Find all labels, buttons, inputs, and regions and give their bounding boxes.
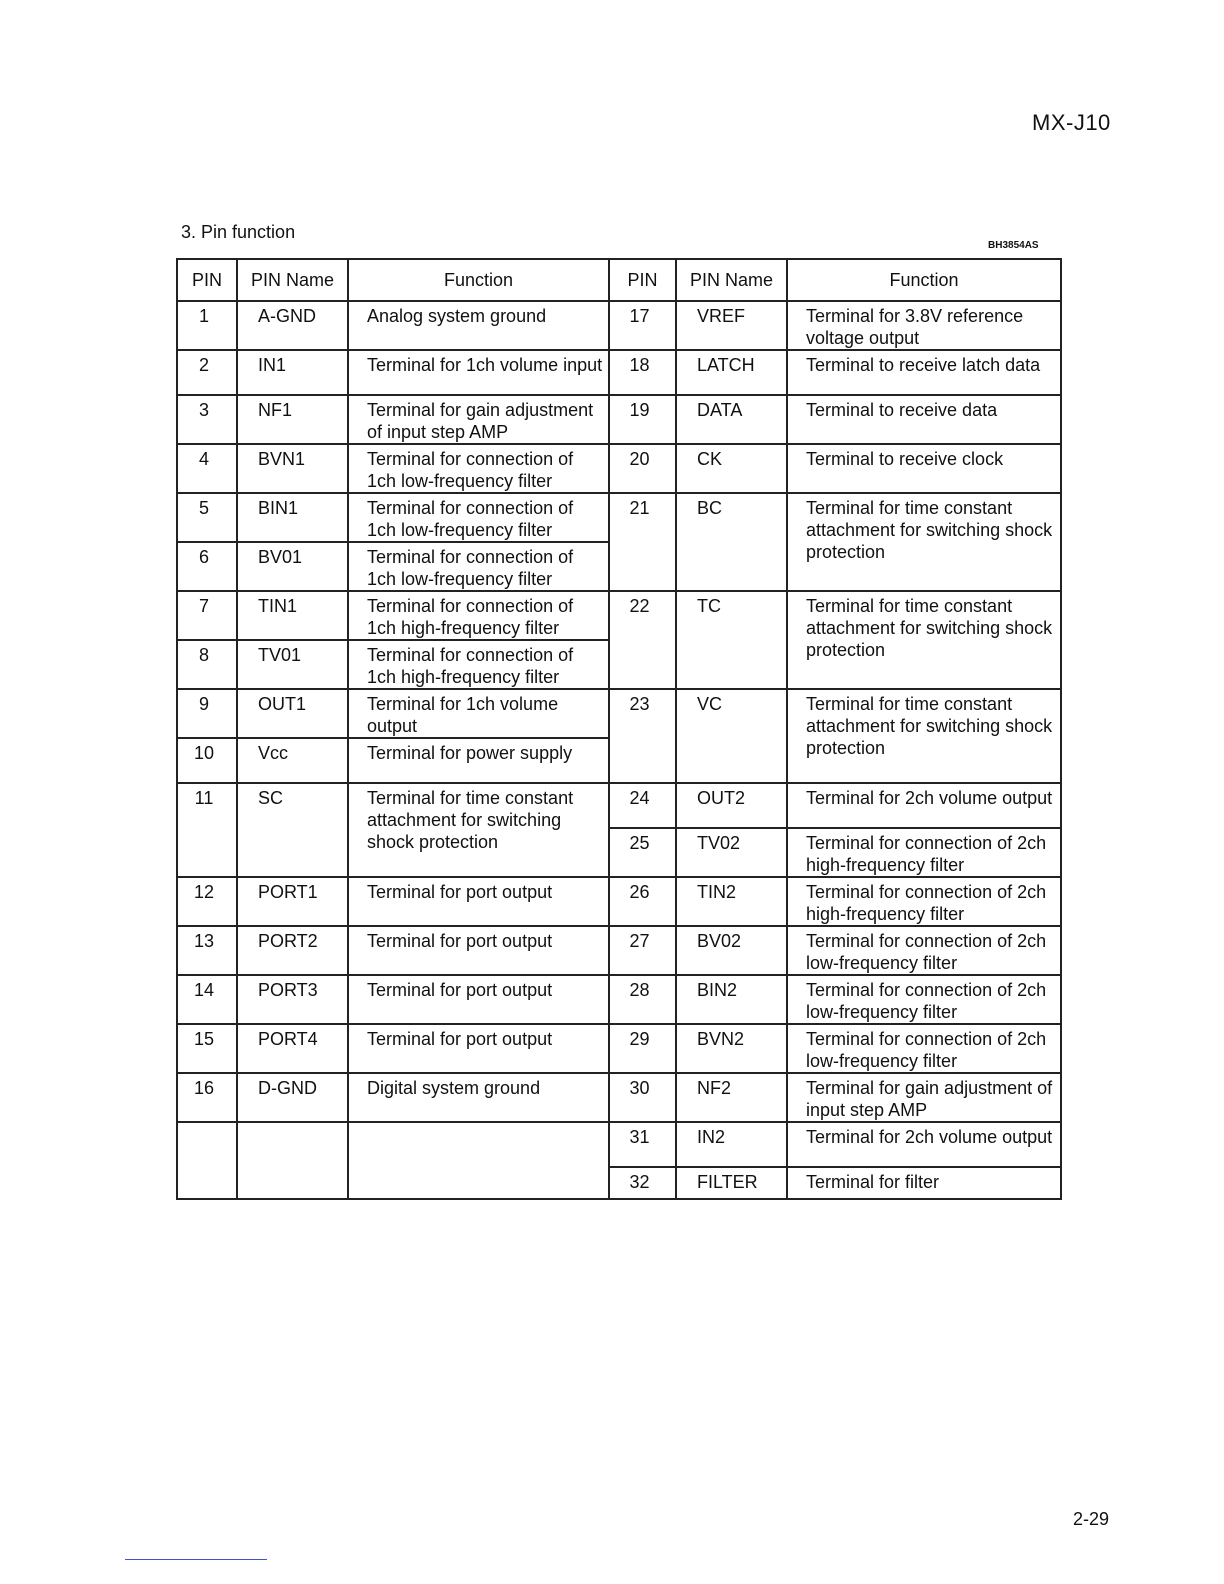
pin-name: VREF bbox=[676, 301, 787, 350]
pin-number: 9 bbox=[177, 689, 237, 738]
empty-cell bbox=[348, 1122, 609, 1199]
table-row bbox=[177, 444, 1061, 493]
pin-number: 26 bbox=[609, 877, 676, 926]
pin-name: TC bbox=[676, 591, 787, 689]
header-pin: PIN bbox=[609, 259, 676, 301]
pin-name: BV02 bbox=[676, 926, 787, 975]
pin-function-table bbox=[176, 258, 1062, 1200]
pin-name: OUT2 bbox=[676, 783, 787, 828]
table-row bbox=[177, 783, 1061, 828]
pin-name: OUT1 bbox=[237, 689, 348, 738]
pin-name: BV01 bbox=[237, 542, 348, 591]
pin-function: Terminal for 3.8V reference voltage output bbox=[787, 301, 1061, 350]
pin-name: BVN2 bbox=[676, 1024, 787, 1073]
header-pin: PIN bbox=[177, 259, 237, 301]
pin-function: Analog system ground bbox=[348, 301, 609, 350]
pin-number: 1 bbox=[177, 301, 237, 350]
empty-cell bbox=[237, 1122, 348, 1199]
pin-number: 2 bbox=[177, 350, 237, 395]
pin-number: 8 bbox=[177, 640, 237, 689]
pin-function: Terminal for power supply bbox=[348, 738, 609, 783]
pin-number: 10 bbox=[177, 738, 237, 783]
pin-number: 12 bbox=[177, 877, 237, 926]
header-pin-name: PIN Name bbox=[676, 259, 787, 301]
pin-function: Terminal for port output bbox=[348, 926, 609, 975]
table-row bbox=[177, 493, 1061, 542]
pin-name: PORT1 bbox=[237, 877, 348, 926]
pin-number: 11 bbox=[177, 783, 237, 877]
table-row bbox=[177, 877, 1061, 926]
pin-name: NF1 bbox=[237, 395, 348, 444]
pin-function: Terminal for port output bbox=[348, 877, 609, 926]
pin-name: Vcc bbox=[237, 738, 348, 783]
chip-part-number: BH3854AS bbox=[988, 240, 1039, 251]
model-number: MX-J10 bbox=[1032, 110, 1111, 135]
pin-name: TV02 bbox=[676, 828, 787, 877]
pin-number: 13 bbox=[177, 926, 237, 975]
pin-function: Terminal for 2ch volume output bbox=[787, 1122, 1061, 1167]
pin-name: FILTER bbox=[676, 1167, 787, 1199]
pin-number: 23 bbox=[609, 689, 676, 783]
pin-number: 31 bbox=[609, 1122, 676, 1167]
pin-number: 28 bbox=[609, 975, 676, 1024]
pin-function: Terminal for connection of 2ch low-frequency filter bbox=[787, 975, 1061, 1024]
pin-function: Terminal for connection of 2ch high-frequency filter bbox=[787, 877, 1061, 926]
page-number: 2-29 bbox=[1073, 1509, 1110, 1529]
pin-name: VC bbox=[676, 689, 787, 783]
pin-number: 19 bbox=[609, 395, 676, 444]
pin-name: NF2 bbox=[676, 1073, 787, 1122]
pin-function: Terminal for connection of 1ch high-frequency filter bbox=[348, 640, 609, 689]
pin-number: 14 bbox=[177, 975, 237, 1024]
pin-name: TIN2 bbox=[676, 877, 787, 926]
table-row bbox=[177, 301, 1061, 350]
pin-function: Terminal for gain adjustment of input step AMP bbox=[787, 1073, 1061, 1122]
table-row bbox=[177, 591, 1061, 640]
pin-function: Terminal for connection of 1ch low-frequency filter bbox=[348, 542, 609, 591]
pin-number: 22 bbox=[609, 591, 676, 689]
table-row bbox=[177, 395, 1061, 444]
table-row bbox=[177, 1073, 1061, 1122]
pin-number: 16 bbox=[177, 1073, 237, 1122]
pin-number: 15 bbox=[177, 1024, 237, 1073]
empty-cell bbox=[177, 1122, 237, 1199]
header-function: Function bbox=[348, 259, 609, 301]
pin-number: 30 bbox=[609, 1073, 676, 1122]
footer-divider bbox=[125, 1559, 267, 1560]
pin-name: IN2 bbox=[676, 1122, 787, 1167]
pin-function: Terminal for connection of 1ch low-frequency filter bbox=[348, 493, 609, 542]
pin-function: Terminal for connection of 1ch high-frequency filter bbox=[348, 591, 609, 640]
pin-number: 3 bbox=[177, 395, 237, 444]
pin-name: BC bbox=[676, 493, 787, 591]
pin-function: Terminal for 1ch volume output bbox=[348, 689, 609, 738]
pin-name: D-GND bbox=[237, 1073, 348, 1122]
pin-number: 21 bbox=[609, 493, 676, 591]
pin-function: Terminal to receive data bbox=[787, 395, 1061, 444]
pin-name: BIN2 bbox=[676, 975, 787, 1024]
section-title: 3. Pin function bbox=[181, 222, 296, 242]
table-row bbox=[177, 975, 1061, 1024]
pin-name: BVN1 bbox=[237, 444, 348, 493]
pin-function: Terminal to receive latch data bbox=[787, 350, 1061, 395]
pin-function: Terminal for time constant attachment for switching shock protection bbox=[787, 689, 1061, 783]
pin-function: Digital system ground bbox=[348, 1073, 609, 1122]
table-header-row bbox=[177, 259, 1061, 301]
pin-number: 18 bbox=[609, 350, 676, 395]
pin-number: 4 bbox=[177, 444, 237, 493]
pin-function: Terminal for port output bbox=[348, 975, 609, 1024]
table-row bbox=[177, 926, 1061, 975]
pin-name: IN1 bbox=[237, 350, 348, 395]
pin-name: BIN1 bbox=[237, 493, 348, 542]
table-row bbox=[177, 350, 1061, 395]
header-function: Function bbox=[787, 259, 1061, 301]
pin-function: Terminal for port output bbox=[348, 1024, 609, 1073]
pin-number: 17 bbox=[609, 301, 676, 350]
pin-function: Terminal for 2ch volume output bbox=[787, 783, 1061, 828]
pin-number: 27 bbox=[609, 926, 676, 975]
pin-function: Terminal for filter bbox=[787, 1167, 1061, 1199]
pin-name: A-GND bbox=[237, 301, 348, 350]
pin-name: PORT4 bbox=[237, 1024, 348, 1073]
pin-number: 29 bbox=[609, 1024, 676, 1073]
pin-name: PORT3 bbox=[237, 975, 348, 1024]
pin-number: 25 bbox=[609, 828, 676, 877]
pin-number: 7 bbox=[177, 591, 237, 640]
header-pin-name: PIN Name bbox=[237, 259, 348, 301]
pin-function: Terminal for connection of 1ch low-frequency filter bbox=[348, 444, 609, 493]
pin-number: 5 bbox=[177, 493, 237, 542]
pin-number: 6 bbox=[177, 542, 237, 591]
pin-number: 20 bbox=[609, 444, 676, 493]
table-row bbox=[177, 1024, 1061, 1073]
pin-function: Terminal to receive clock bbox=[787, 444, 1061, 493]
table-row bbox=[177, 689, 1061, 738]
pin-function: Terminal for 1ch volume input bbox=[348, 350, 609, 395]
pin-name: TIN1 bbox=[237, 591, 348, 640]
pin-name: LATCH bbox=[676, 350, 787, 395]
table-row bbox=[177, 1122, 1061, 1167]
pin-number: 24 bbox=[609, 783, 676, 828]
pin-function: Terminal for connection of 2ch low-frequency filter bbox=[787, 926, 1061, 975]
pin-function: Terminal for time constant attachment for switching shock protection bbox=[787, 493, 1061, 591]
pin-name: TV01 bbox=[237, 640, 348, 689]
pin-function: Terminal for time constant attachment for switching shock protection bbox=[348, 783, 609, 877]
pin-number: 32 bbox=[609, 1167, 676, 1199]
pin-function: Terminal for connection of 2ch low-frequency filter bbox=[787, 1024, 1061, 1073]
pin-name: PORT2 bbox=[237, 926, 348, 975]
pin-function: Terminal for time constant attachment for switching shock protection bbox=[787, 591, 1061, 689]
pin-name: SC bbox=[237, 783, 348, 877]
pin-name: DATA bbox=[676, 395, 787, 444]
pin-function: Terminal for connection of 2ch high-frequency filter bbox=[787, 828, 1061, 877]
pin-function: Terminal for gain adjustment of input step AMP bbox=[348, 395, 609, 444]
pin-name: CK bbox=[676, 444, 787, 493]
